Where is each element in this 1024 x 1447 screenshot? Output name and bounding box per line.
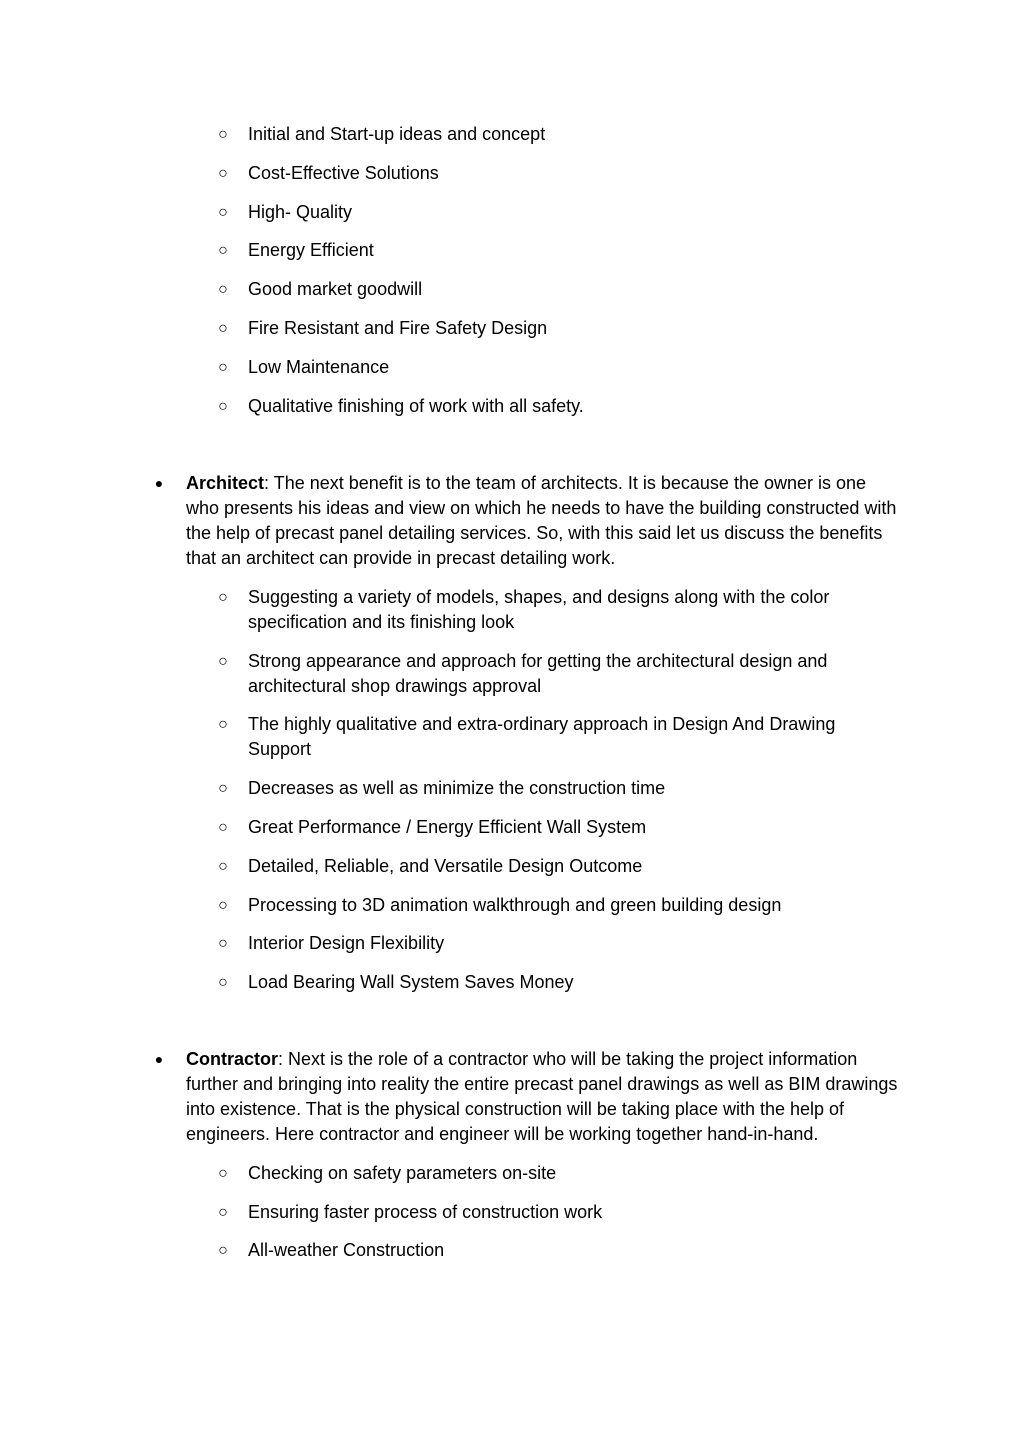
list-item xyxy=(0,316,1024,341)
hollow-bullet-icon: ○ xyxy=(218,1242,228,1260)
hollow-bullet-icon: ○ xyxy=(218,780,228,798)
list-item xyxy=(0,854,1024,879)
list-item xyxy=(0,1161,1024,1186)
list-item-text: Strong appearance and approach for getting the architectural design and architectural shop drawings approval xyxy=(248,650,828,696)
hollow-bullet-icon: ○ xyxy=(218,242,228,260)
architect-term: Architect xyxy=(186,473,265,493)
filled-bullet-icon: ● xyxy=(154,1051,164,1067)
intro-benefits-list xyxy=(0,122,1024,432)
list-item-text: Ensuring faster process of construction work xyxy=(248,1201,603,1222)
list-item-text: Load Bearing Wall System Saves Money xyxy=(248,972,574,993)
architect-description: : The next benefit is to the team of architects. It is because the owner is one who presents his ideas and view on which he needs to have the building constructed with the help of precast panel detailing services. So, with this said let us discuss the benefits that an architect can provide in precast detailing work. xyxy=(186,473,897,568)
list-item-text: Energy Efficient xyxy=(248,240,374,261)
list-item xyxy=(0,122,1024,147)
list-item xyxy=(0,712,1024,762)
hollow-bullet-icon: ○ xyxy=(218,857,228,875)
contractor-paragraph xyxy=(0,1047,1024,1147)
hollow-bullet-icon: ○ xyxy=(218,358,228,376)
list-item-text: Processing to 3D animation walkthrough and green building design xyxy=(248,894,782,915)
list-item-text: Checking on safety parameters on-site xyxy=(248,1162,557,1183)
list-item-text: Low Maintenance xyxy=(248,356,390,377)
list-item xyxy=(0,1238,1024,1263)
hollow-bullet-icon: ○ xyxy=(218,319,228,337)
list-item-text: Initial and Start-up ideas and concept xyxy=(248,124,546,144)
list-item xyxy=(0,355,1024,380)
list-item xyxy=(0,1200,1024,1225)
list-item-text: Suggesting a variety of models, shapes, and designs along with the color specification and its finishing look xyxy=(248,586,830,632)
hollow-bullet-icon: ○ xyxy=(218,716,228,734)
list-item xyxy=(0,277,1024,302)
list-item-text: Good market goodwill xyxy=(248,279,423,300)
list-item xyxy=(0,238,1024,263)
hollow-bullet-icon: ○ xyxy=(218,126,228,143)
list-item-text: Fire Resistant and Fire Safety Design xyxy=(248,317,548,338)
hollow-bullet-icon: ○ xyxy=(218,281,228,299)
list-item xyxy=(0,931,1024,956)
list-item xyxy=(0,649,1024,699)
architect-paragraph xyxy=(0,471,1024,571)
hollow-bullet-icon: ○ xyxy=(218,896,228,914)
list-item xyxy=(0,970,1024,995)
hollow-bullet-icon: ○ xyxy=(218,974,228,992)
list-item-text: The highly qualitative and extra-ordinary approach in Design And Drawing Support xyxy=(248,714,836,760)
hollow-bullet-icon: ○ xyxy=(218,1203,228,1221)
list-item-text: High- Quality xyxy=(248,201,353,222)
hollow-bullet-icon: ○ xyxy=(218,652,228,670)
hollow-bullet-icon: ○ xyxy=(218,588,228,606)
hollow-bullet-icon: ○ xyxy=(218,397,228,415)
list-item-text: Interior Design Flexibility xyxy=(248,933,445,954)
list-item-text: Great Performance / Energy Efficient Wall System xyxy=(248,816,647,837)
hollow-bullet-icon: ○ xyxy=(218,935,228,953)
contractor-benefits-list xyxy=(0,1161,1024,1264)
list-item xyxy=(0,200,1024,225)
list-item xyxy=(0,161,1024,186)
list-item-text: Cost-Effective Solutions xyxy=(248,162,439,183)
list-item xyxy=(0,585,1024,635)
list-item xyxy=(0,776,1024,801)
hollow-bullet-icon: ○ xyxy=(218,818,228,836)
hollow-bullet-icon: ○ xyxy=(218,203,228,221)
list-item-text: All-weather Construction xyxy=(248,1240,445,1261)
hollow-bullet-icon: ○ xyxy=(218,164,228,182)
contractor-section xyxy=(0,1047,1024,1277)
architect-benefits-list xyxy=(0,585,1024,995)
contractor-description: : Next is the role of a contractor who will be taking the project information further and bringing into reality the entire precast panel drawings as well as BIM drawings into existence. That is the physical construction will be taking place with the help of engineers. Here contractor and engineer will be working together hand-in-hand. xyxy=(186,1049,898,1144)
hollow-bullet-icon: ○ xyxy=(218,1164,228,1182)
list-item xyxy=(0,893,1024,918)
list-item xyxy=(0,815,1024,840)
list-item-text: Qualitative finishing of work with all safety. xyxy=(248,395,584,416)
architect-section xyxy=(0,471,1024,1009)
list-item xyxy=(0,394,1024,419)
list-item-text: Decreases as well as minimize the construction time xyxy=(248,778,666,799)
contractor-term: Contractor xyxy=(186,1049,279,1069)
filled-bullet-icon: ● xyxy=(154,475,164,491)
list-item-text: Detailed, Reliable, and Versatile Design Outcome xyxy=(248,855,643,876)
